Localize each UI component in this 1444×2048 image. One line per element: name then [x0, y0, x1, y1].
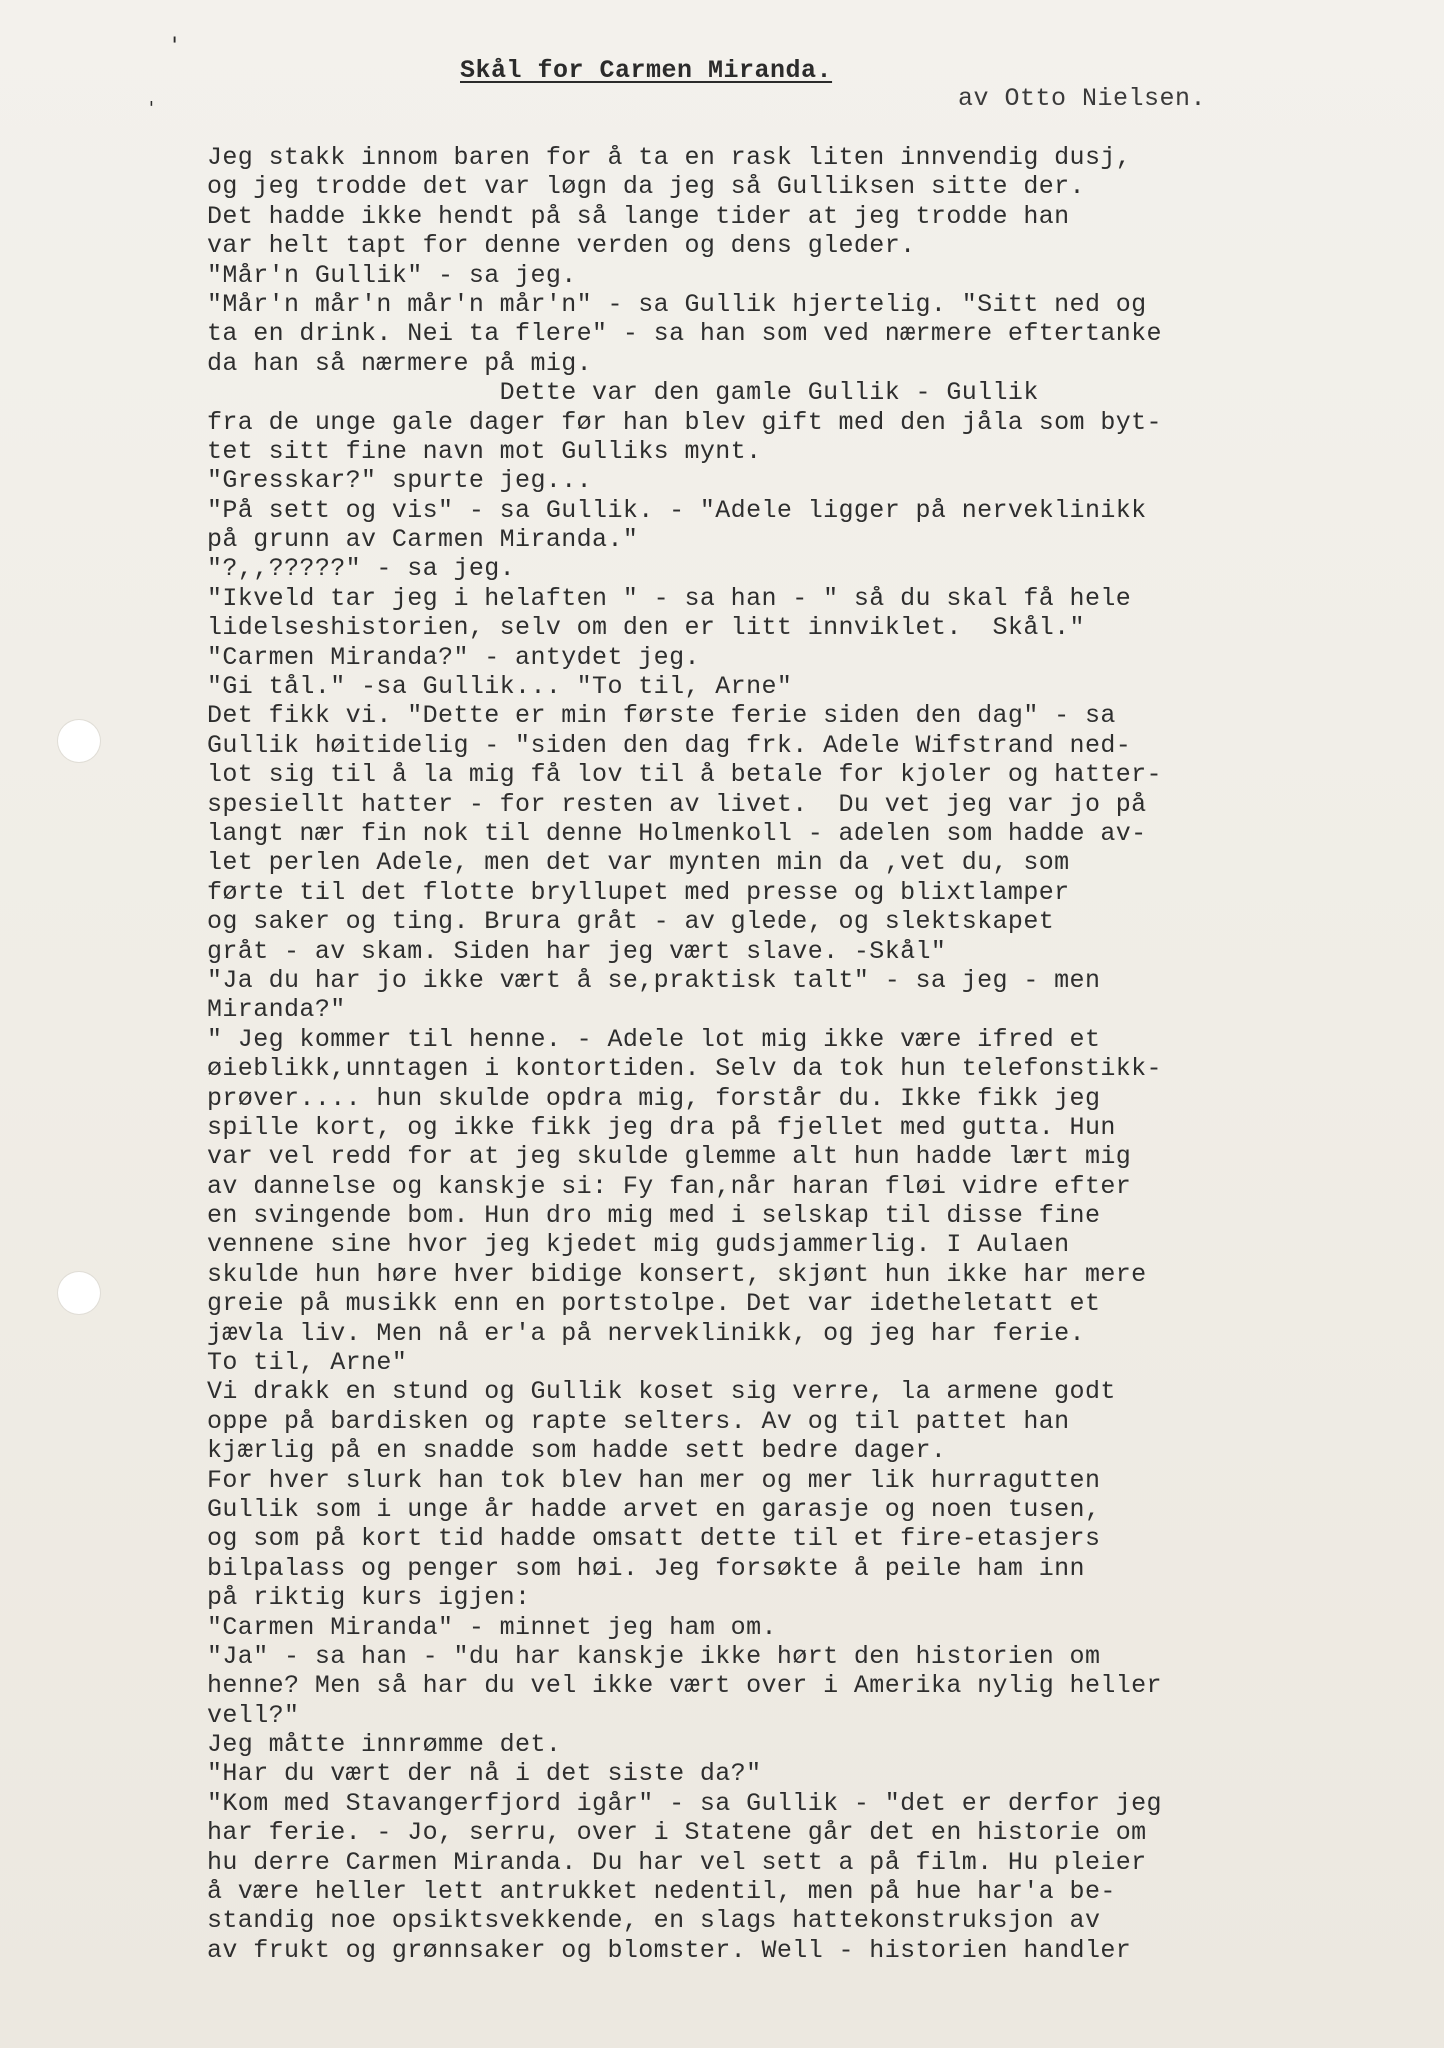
text-line: kjærlig på en snadde som hadde sett bedre dager. [207, 1436, 947, 1466]
text-line: "Ja" - sa han - "du har kanskje ikke hørt den historien om [207, 1641, 1101, 1671]
text-line: skulde hun høre hver bidige konsert, skjønt hun ikke har mere [207, 1259, 1147, 1289]
text-line: "Mår'n mår'n mår'n mår'n" - sa Gullik hjertelig. "Sitt ned og [207, 289, 1147, 319]
text-line: henne? Men så har du vel ikke vært over i Amerika nylig heller [207, 1671, 1162, 1701]
text-line: har ferie. - Jo, serru, over i Statene går det en historie om [207, 1818, 1147, 1848]
story-body [207, 143, 1407, 1965]
text-line: ta en drink. Nei ta flere" - sa han som ved nærmere eftertanke [207, 319, 1162, 349]
text-line: Gullik høitidelig - "siden den dag frk. Adele Wifstrand ned- [207, 730, 1132, 760]
text-line: oppe på bardisken og rapte selters. Av og til pattet han [207, 1406, 1070, 1436]
text-line: To til, Arne" [207, 1348, 408, 1378]
margin-mark: ' [168, 34, 182, 59]
text-line: "Mår'n Gullik" - sa jeg. [207, 260, 577, 290]
text-line: Jeg stakk innom baren for å ta en rask liten innvendig dusj, [207, 143, 1132, 172]
text-line: en svingende bom. Hun dro mig med i selskap til disse fine [207, 1201, 1101, 1231]
text-line: var vel redd for at jeg skulde glemme alt hun hadde lært mig [207, 1142, 1132, 1172]
author-byline: av Otto Nielsen. [958, 84, 1207, 113]
punch-hole [58, 720, 100, 762]
text-line: førte til det flotte bryllupet med presse og blixtlamper [207, 877, 1070, 907]
text-line: bilpalass og penger som høi. Jeg forsøkte å peile ham inn [207, 1553, 1085, 1583]
text-line: og saker og ting. Brura gråt - av glede, og slektskapet [207, 907, 1055, 937]
text-line: langt nær fin nok til denne Holmenkoll - adelen som hadde av- [207, 818, 1147, 848]
text-line: da han så nærmere på mig. [207, 348, 593, 378]
text-line: på riktig kurs igjen: [207, 1583, 531, 1613]
margin-mark: ' [146, 98, 157, 119]
text-line: hu derre Carmen Miranda. Du har vel sett a på film. Hu pleier [207, 1847, 1147, 1877]
text-line: "Gi tål." -sa Gullik... "To til, Arne" [207, 672, 793, 702]
text-line: standig noe opsiktsvekkende, en slags hattekonstruksjon av [207, 1906, 1101, 1936]
punch-hole [58, 1272, 100, 1314]
text-line: "Har du vært der nå i det siste da?" [207, 1759, 762, 1789]
text-line: Miranda?" [207, 995, 346, 1025]
text-line: "Ja du har jo ikke vært å se,praktisk talt" - sa jeg - men [207, 965, 1101, 995]
text-line: Dette var den gamle Gullik - Gullik [207, 378, 1039, 408]
text-line: Vi drakk en stund og Gullik koset sig verre, la armene godt [207, 1377, 1116, 1407]
text-line: "Carmen Miranda?" - antydet jeg. [207, 642, 700, 672]
text-line: jævla liv. Men nå er'a på nerveklinikk, og jeg har ferie. [207, 1318, 1085, 1348]
text-line: på grunn av Carmen Miranda." [207, 525, 639, 555]
text-line: prøver.... hun skulde opdra mig, forstår du. Ikke fikk jeg [207, 1083, 1101, 1113]
text-line: "Carmen Miranda" - minnet jeg ham om. [207, 1612, 777, 1642]
text-line: Jeg måtte innrømme det. [207, 1730, 562, 1760]
text-line: gråt - av skam. Siden har jeg vært slave. -Skål" [207, 936, 947, 966]
text-line: av frukt og grønnsaker og blomster. Well - historien handler [207, 1935, 1132, 1965]
text-line: Det hadde ikke hendt på så lange tider at jeg trodde han [207, 201, 1070, 231]
text-line: tet sitt fine navn mot Gulliks mynt. [207, 436, 762, 466]
text-line: "?,,?????" - sa jeg. [207, 554, 516, 584]
text-line: "Kom med Stavangerfjord igår" - sa Gullik - "det er derfor jeg [207, 1788, 1162, 1818]
document-title: Skål for Carmen Miranda. [460, 56, 833, 85]
text-line: " Jeg kommer til henne. - Adele lot mig ikke være ifred et [207, 1024, 1101, 1054]
text-line: For hver slurk han tok blev han mer og mer lik hurragutten [207, 1465, 1101, 1495]
text-line: greie på musikk enn en portstolpe. Det var idetheletatt et [207, 1289, 1101, 1319]
text-line: spille kort, og ikke fikk jeg dra på fjellet med gutta. Hun [207, 1112, 1116, 1142]
text-line: vennene sine hvor jeg kjedet mig gudsjammerlig. I Aulaen [207, 1230, 1070, 1260]
text-line: "Gresskar?" spurte jeg... [207, 466, 593, 496]
text-line: spesiellt hatter - for resten av livet. Du vet jeg var jo på [207, 789, 1147, 819]
text-line: og som på kort tid hadde omsatt dette til et fire-etasjers [207, 1524, 1101, 1554]
text-line: lidelseshistorien, selv om den er litt innviklet. Skål." [207, 613, 1085, 643]
text-line: øieblikk,unntagen i kontortiden. Selv da tok hun telefonstikk- [207, 1054, 1162, 1084]
text-line: "Ikveld tar jeg i helaften " - sa han - " så du skal få hele [207, 583, 1132, 613]
text-line: av dannelse og kanskje si: Fy fan,når haran fløi vidre efter [207, 1171, 1132, 1201]
text-line: let perlen Adele, men det var mynten min da ,vet du, som [207, 848, 1070, 878]
text-line: var helt tapt for denne verden og dens gleder. [207, 231, 916, 261]
text-line: Det fikk vi. "Dette er min første ferie siden den dag" - sa [207, 701, 1116, 731]
text-line: "På sett og vis" - sa Gullik. - "Adele ligger på nerveklinikk [207, 495, 1147, 525]
text-line: og jeg trodde det var løgn da jeg så Gulliksen sitte der. [207, 172, 1085, 202]
text-line: å være heller lett antrukket nedentil, men på hue har'a be- [207, 1877, 1116, 1907]
text-line: Gullik som i unge år hadde arvet en garasje og noen tusen, [207, 1494, 1101, 1524]
text-line: lot sig til å la mig få lov til å betale for kjoler og hatter- [207, 760, 1162, 790]
text-line: vell?" [207, 1700, 300, 1730]
text-line: fra de unge gale dager før han blev gift med den jåla som byt- [207, 407, 1162, 437]
